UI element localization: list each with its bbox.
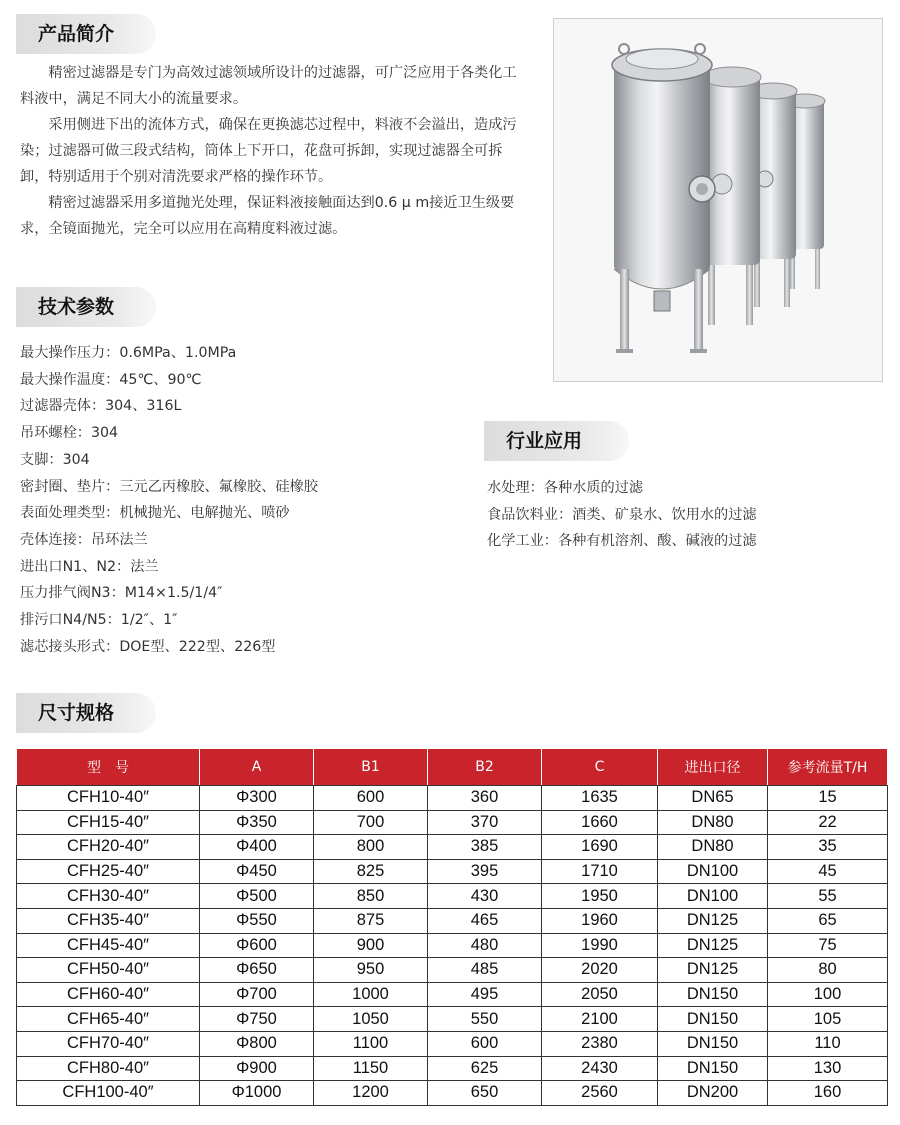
table-cell: Φ1000 <box>200 1081 314 1106</box>
table-cell: DN150 <box>658 1056 768 1081</box>
intro-paragraph: 精密过滤器采用多道抛光处理，保证料液接触面达到0.6 μ m接近卫生级要求，全镜面抛光，完全可以应用在高精度料液过滤。 <box>20 195 515 237</box>
dimensions-section-title: 尺寸规格 <box>16 693 156 733</box>
tech-spec-list <box>20 340 318 660</box>
table-cell: 110 <box>768 1031 888 1056</box>
table-cell: CFH45-40″ <box>17 933 200 958</box>
table-cell: 2430 <box>542 1056 658 1081</box>
table-cell: 65 <box>768 908 888 933</box>
column-header: B1 <box>314 749 428 786</box>
spec-item: 密封圈、垫片：三元乙丙橡胶、氟橡胶、硅橡胶 <box>20 478 318 495</box>
table-cell: Φ750 <box>200 1007 314 1032</box>
table-cell: 800 <box>314 835 428 860</box>
table-row <box>17 1056 888 1081</box>
table-cell: CFH100-40″ <box>17 1081 200 1106</box>
table-cell: 2050 <box>542 982 658 1007</box>
table-cell: DN80 <box>658 810 768 835</box>
table-cell: Φ300 <box>200 786 314 811</box>
table-cell: 700 <box>314 810 428 835</box>
table-cell: CFH30-40″ <box>17 884 200 909</box>
table-cell: 465 <box>428 908 542 933</box>
table-cell: 105 <box>768 1007 888 1032</box>
intro-paragraph: 采用侧进下出的流体方式，确保在更换滤芯过程中，料液不会溢出，造成污染；过滤器可做三段式结构，筒体上下开口，花盘可拆卸，实现过滤器全可拆卸，特别适用于个别对清洗要求严格的操作环节。 <box>20 117 517 185</box>
table-cell: Φ600 <box>200 933 314 958</box>
table-cell: 1100 <box>314 1031 428 1056</box>
industry-item: 食品饮料业：酒类、矿泉水、饮用水的过滤 <box>487 506 757 523</box>
table-header-row <box>17 749 888 786</box>
table-cell: 850 <box>314 884 428 909</box>
table-cell: CFH25-40″ <box>17 859 200 884</box>
spec-item: 最大操作压力：0.6MPa、1.0MPa <box>20 345 237 361</box>
table-cell: DN150 <box>658 982 768 1007</box>
table-row <box>17 1031 888 1056</box>
table-cell: 950 <box>314 958 428 983</box>
table-cell: 1200 <box>314 1081 428 1106</box>
table-cell: 100 <box>768 982 888 1007</box>
spec-item: 排污口N4/N5：1/2″、1″ <box>20 612 178 629</box>
table-cell: 1690 <box>542 835 658 860</box>
table-row <box>17 982 888 1007</box>
column-header: 参考流量T/H <box>768 749 888 786</box>
table-body <box>17 786 888 1106</box>
table-row <box>17 933 888 958</box>
table-cell: DN80 <box>658 835 768 860</box>
table-cell: 1050 <box>314 1007 428 1032</box>
table-cell: 55 <box>768 884 888 909</box>
table-cell: CFH80-40″ <box>17 1056 200 1081</box>
table-cell: 2380 <box>542 1031 658 1056</box>
spec-item: 过滤器壳体：304、316L <box>20 398 182 415</box>
table-cell: DN125 <box>658 958 768 983</box>
table-row <box>17 958 888 983</box>
table-cell: 875 <box>314 908 428 933</box>
table-row <box>17 884 888 909</box>
industry-item: 水处理：各种水质的过滤 <box>487 480 644 496</box>
table-cell: 1000 <box>314 982 428 1007</box>
table-cell: CFH10-40″ <box>17 786 200 811</box>
table-cell: 370 <box>428 810 542 835</box>
table-row <box>17 1007 888 1032</box>
table-cell: 1710 <box>542 859 658 884</box>
table-cell: Φ650 <box>200 958 314 983</box>
table-cell: 80 <box>768 958 888 983</box>
table-cell: DN100 <box>658 884 768 909</box>
filter-housings-illustration <box>554 19 882 381</box>
table-cell: CFH15-40″ <box>17 810 200 835</box>
table-cell: 75 <box>768 933 888 958</box>
table-cell: Φ350 <box>200 810 314 835</box>
table-row <box>17 835 888 860</box>
table-row <box>17 908 888 933</box>
table-cell: 22 <box>768 810 888 835</box>
spec-item: 表面处理类型：机械抛光、电解抛光、喷砂 <box>20 505 290 522</box>
spec-item: 进出口N1、N2：法兰 <box>20 558 159 575</box>
spec-item: 支脚：304 <box>20 451 90 468</box>
table-cell: 900 <box>314 933 428 958</box>
table-cell: Φ700 <box>200 982 314 1007</box>
table-cell: 625 <box>428 1056 542 1081</box>
table-cell: 1950 <box>542 884 658 909</box>
table-cell: 130 <box>768 1056 888 1081</box>
table-row <box>17 810 888 835</box>
column-header: C <box>542 749 658 786</box>
table-row <box>17 786 888 811</box>
table-cell: 1660 <box>542 810 658 835</box>
spec-item: 滤芯接头形式：DOE型、222型、226型 <box>20 638 276 655</box>
table-cell: CFH35-40″ <box>17 908 200 933</box>
table-row <box>17 1081 888 1106</box>
table-cell: 45 <box>768 859 888 884</box>
industry-section-title: 行业应用 <box>484 421 629 461</box>
table-cell: 430 <box>428 884 542 909</box>
table-cell: 160 <box>768 1081 888 1106</box>
spec-item: 压力排气阀N3：M14×1.5/1/4″ <box>20 585 223 602</box>
table-cell: 1150 <box>314 1056 428 1081</box>
table-cell: Φ550 <box>200 908 314 933</box>
tech-section-title: 技术参数 <box>16 287 156 327</box>
table-cell: 825 <box>314 859 428 884</box>
table-cell: 395 <box>428 859 542 884</box>
table-cell: 600 <box>314 786 428 811</box>
table-cell: 1990 <box>542 933 658 958</box>
column-header: 型 号 <box>17 749 200 786</box>
table-cell: DN150 <box>658 1031 768 1056</box>
product-photo <box>553 18 883 382</box>
table-cell: 360 <box>428 786 542 811</box>
column-header: 进出口径 <box>658 749 768 786</box>
industry-item: 化学工业：各种有机溶剂、酸、碱液的过滤 <box>487 533 757 549</box>
table-cell: DN125 <box>658 933 768 958</box>
column-header: A <box>200 749 314 786</box>
table-cell: CFH50-40″ <box>17 958 200 983</box>
table-cell: 2100 <box>542 1007 658 1032</box>
table-cell: 550 <box>428 1007 542 1032</box>
table-cell: Φ400 <box>200 835 314 860</box>
table-cell: 2560 <box>542 1081 658 1106</box>
dimensions-table <box>16 748 888 1106</box>
table-row <box>17 859 888 884</box>
table-cell: Φ450 <box>200 859 314 884</box>
industry-list <box>487 475 757 555</box>
table-cell: 35 <box>768 835 888 860</box>
table-cell: DN65 <box>658 786 768 811</box>
table-cell: 650 <box>428 1081 542 1106</box>
table-cell: CFH60-40″ <box>17 982 200 1007</box>
table-cell: Φ800 <box>200 1031 314 1056</box>
table-cell: CFH70-40″ <box>17 1031 200 1056</box>
table-cell: 480 <box>428 933 542 958</box>
table-cell: DN125 <box>658 908 768 933</box>
table-cell: 15 <box>768 786 888 811</box>
spec-item: 最大操作温度：45℃、90℃ <box>20 371 202 388</box>
column-header: B2 <box>428 749 542 786</box>
table-cell: 385 <box>428 835 542 860</box>
intro-paragraph: 精密过滤器是专门为高效过滤领域所设计的过滤器，可广泛应用于各类化工料液中，满足不同大小的流量要求。 <box>20 65 517 107</box>
spec-item: 吊环螺栓：304 <box>20 425 119 442</box>
table-cell: 2020 <box>542 958 658 983</box>
table-cell: DN200 <box>658 1081 768 1106</box>
table-cell: DN150 <box>658 1007 768 1032</box>
table-cell: 600 <box>428 1031 542 1056</box>
table-cell: 1960 <box>542 908 658 933</box>
table-cell: Φ900 <box>200 1056 314 1081</box>
table-cell: 1635 <box>542 786 658 811</box>
spec-item: 壳体连接：吊环法兰 <box>20 531 148 548</box>
table-cell: CFH65-40″ <box>17 1007 200 1032</box>
table-cell: 485 <box>428 958 542 983</box>
intro-text <box>20 60 525 242</box>
table-cell: CFH20-40″ <box>17 835 200 860</box>
table-cell: Φ500 <box>200 884 314 909</box>
table-cell: 495 <box>428 982 542 1007</box>
intro-section-title: 产品简介 <box>16 14 156 54</box>
table-cell: DN100 <box>658 859 768 884</box>
